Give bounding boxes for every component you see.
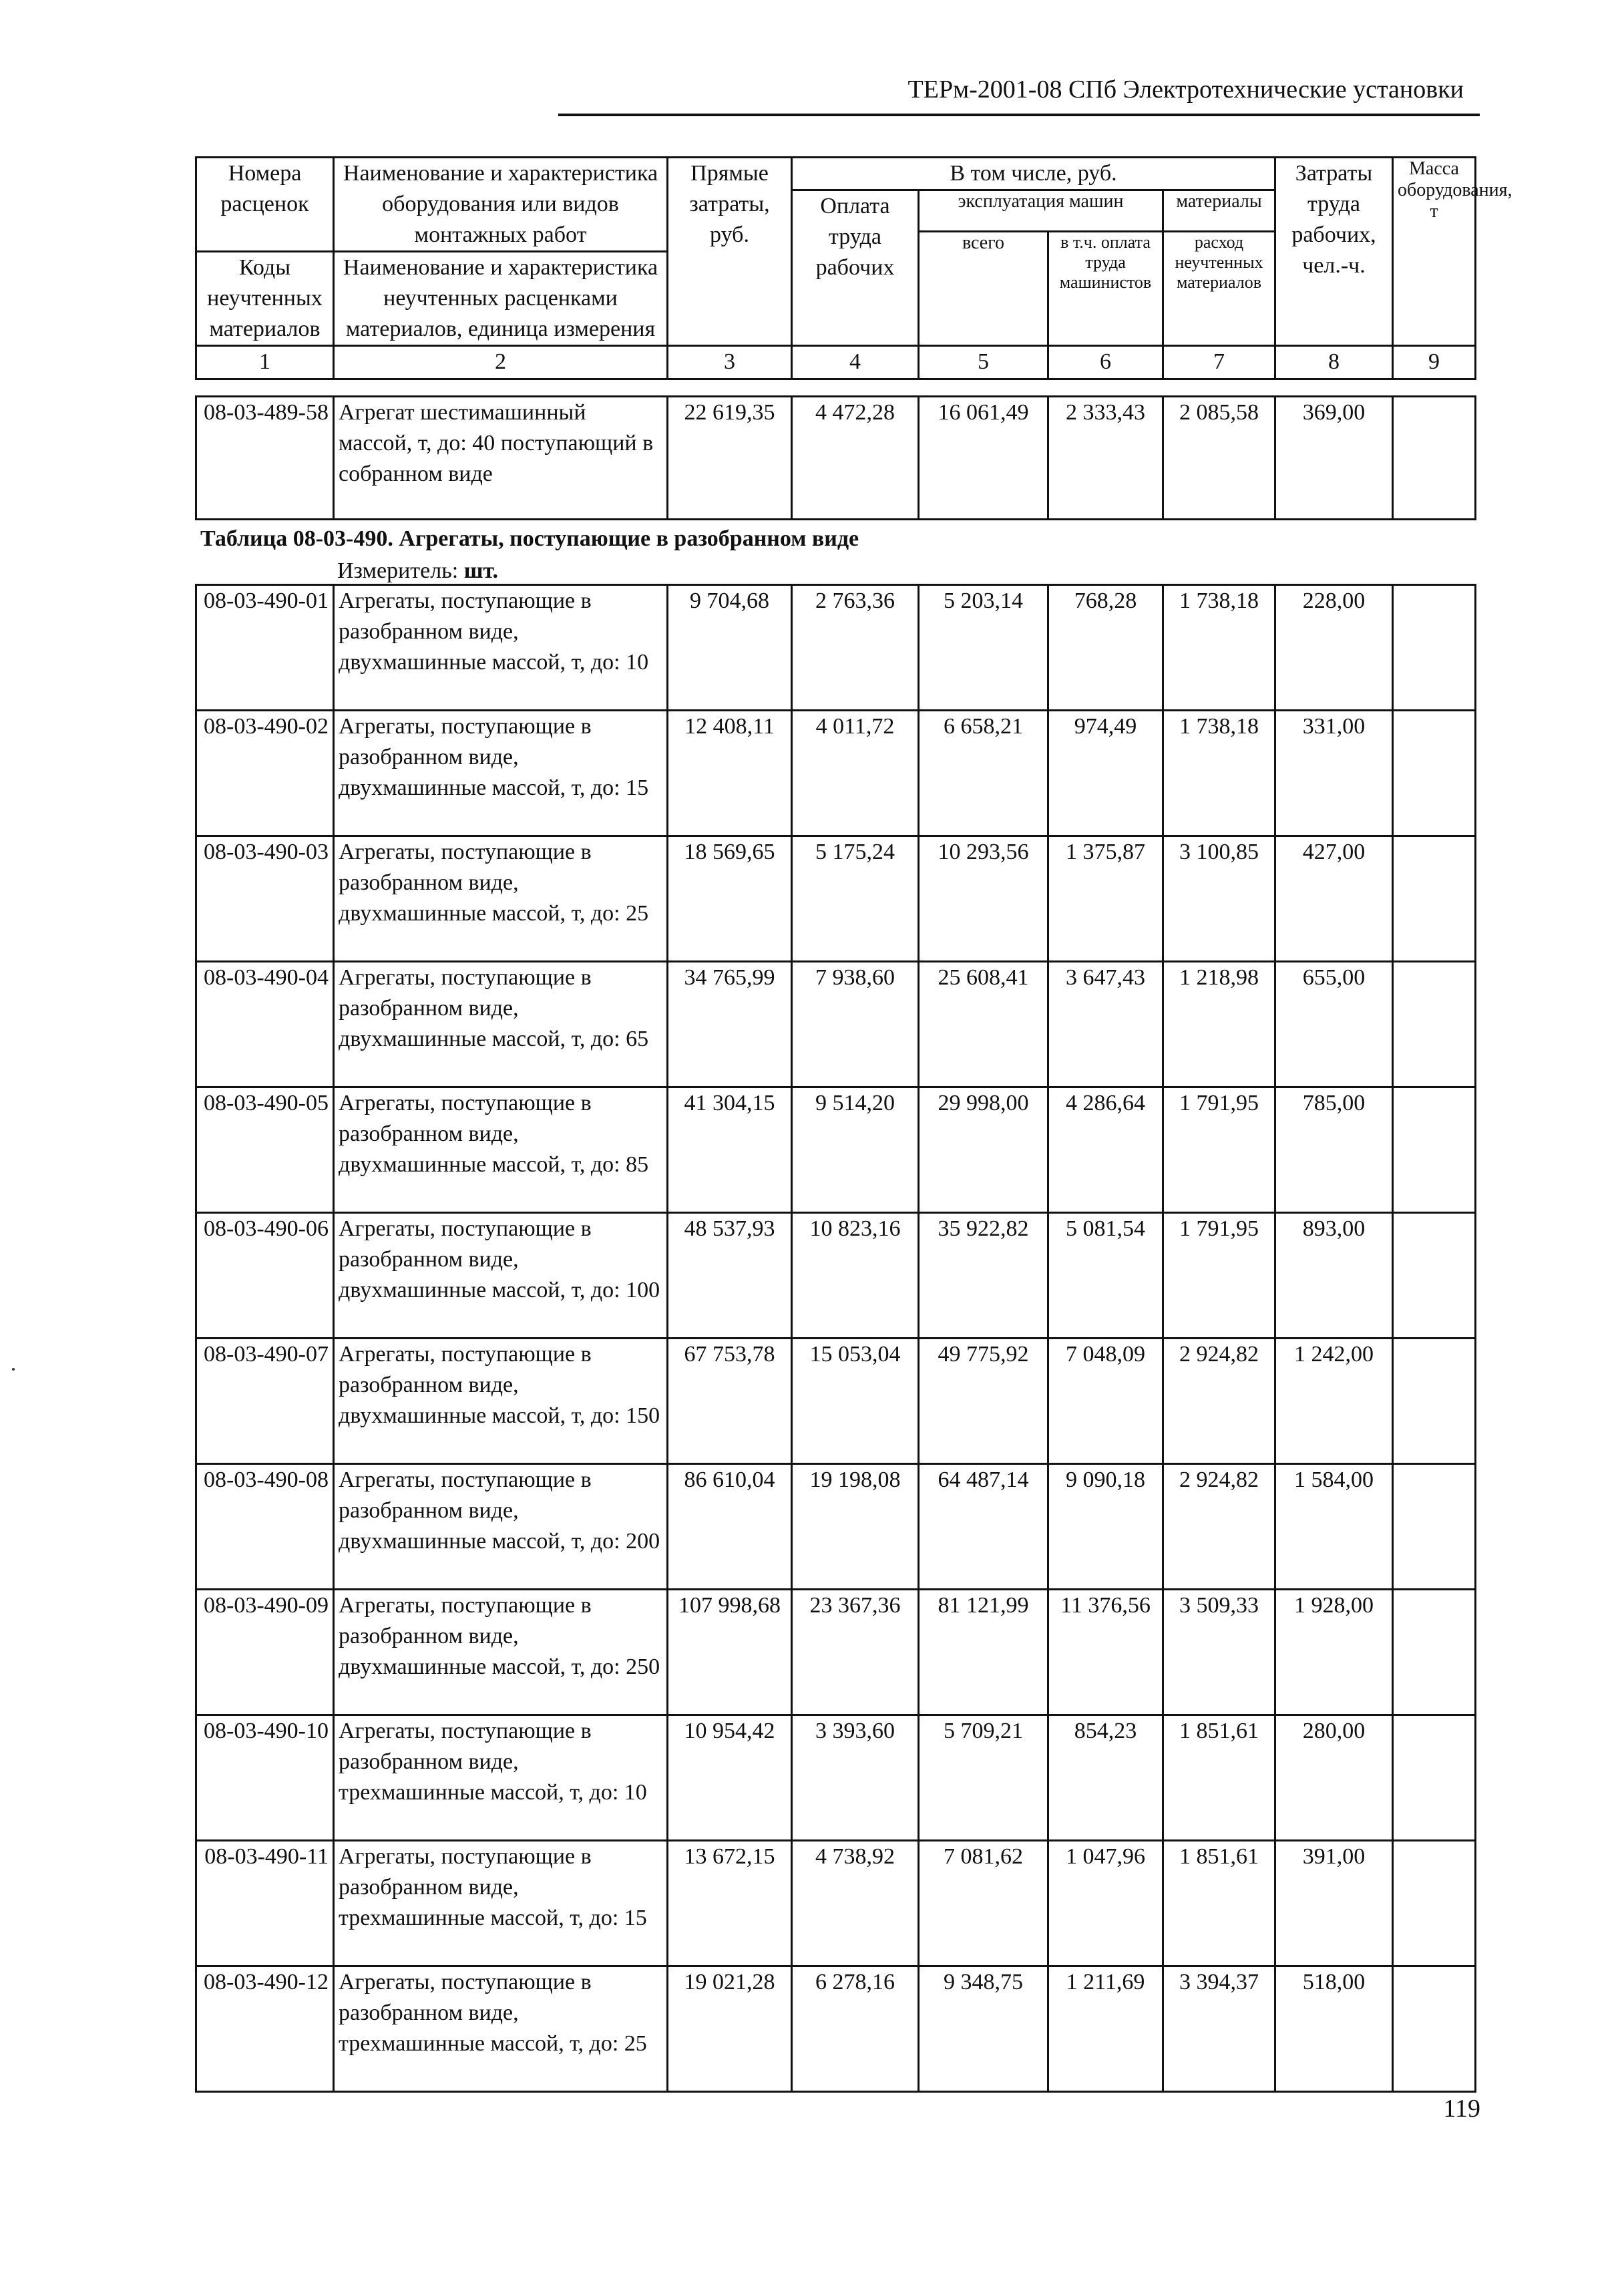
machines-total: 25 608,41 bbox=[919, 962, 1048, 1087]
header-material-names: Наименование и характеристика неучтенных расценками материалов, единица измерения bbox=[334, 252, 668, 346]
rate-code: 08-03-490-12 bbox=[196, 1966, 334, 2092]
rate-code: 08-03-490-08 bbox=[196, 1464, 334, 1590]
materials: 1 851,61 bbox=[1163, 1841, 1275, 1966]
equipment-mass bbox=[1393, 711, 1476, 836]
machines-total: 9 348,75 bbox=[919, 1966, 1048, 2092]
labor-pay: 4 011,72 bbox=[792, 711, 919, 836]
equipment-mass bbox=[1393, 585, 1476, 711]
col-number: 1 bbox=[196, 346, 334, 379]
labor-hours: 893,00 bbox=[1275, 1213, 1393, 1339]
machinists-pay: 854,23 bbox=[1048, 1715, 1163, 1841]
rate-name: Агрегаты, поступающие в разобранном виде, двухмашинные массой, т, до: 25 bbox=[334, 836, 668, 962]
materials: 1 218,98 bbox=[1163, 962, 1275, 1087]
direct-costs: 34 765,99 bbox=[668, 962, 792, 1087]
col-number: 4 bbox=[792, 346, 919, 379]
labor-hours: 280,00 bbox=[1275, 1715, 1393, 1841]
header-material-codes: Коды неучтенных материалов bbox=[196, 252, 334, 346]
labor-pay: 10 823,16 bbox=[792, 1213, 919, 1339]
materials: 3 100,85 bbox=[1163, 836, 1275, 962]
machines-total: 5 203,14 bbox=[919, 585, 1048, 711]
unit-of-measure bbox=[337, 558, 498, 584]
machinists-pay: 1 211,69 bbox=[1048, 1966, 1163, 2092]
direct-costs: 19 021,28 bbox=[668, 1966, 792, 2092]
first-row-table bbox=[195, 395, 1476, 520]
unit-label: Измеритель: bbox=[337, 558, 459, 583]
rate-name: Агрегаты, поступающие в разобранном виде, двухмашинные массой, т, до: 150 bbox=[334, 1339, 668, 1464]
machinists-pay: 1 047,96 bbox=[1048, 1841, 1163, 1966]
labor-pay: 7 938,60 bbox=[792, 962, 919, 1087]
labor-hours: 785,00 bbox=[1275, 1087, 1393, 1213]
materials: 2 085,58 bbox=[1163, 397, 1275, 520]
rate-name: Агрегаты, поступающие в разобранном виде, трехмашинные массой, т, до: 25 bbox=[334, 1966, 668, 2092]
machines-total: 7 081,62 bbox=[919, 1841, 1048, 1966]
materials: 2 924,82 bbox=[1163, 1464, 1275, 1590]
col-number: 3 bbox=[668, 346, 792, 379]
header-labor-pay: Оплата труда рабочих bbox=[792, 190, 919, 346]
rate-code: 08-03-490-01 bbox=[196, 585, 334, 711]
table-row bbox=[196, 1715, 1476, 1841]
header-machinists-pay: в т.ч. оплата труда машинистов bbox=[1048, 232, 1163, 346]
rate-name: Агрегат шестимашинный массой, т, до: 40 поступающий в собранном виде bbox=[334, 397, 668, 520]
table-caption: Таблица 08-03-490. Агрегаты, поступающие в разобранном виде bbox=[200, 526, 859, 551]
machines-total: 5 709,21 bbox=[919, 1715, 1048, 1841]
rate-code: 08-03-490-03 bbox=[196, 836, 334, 962]
direct-costs: 67 753,78 bbox=[668, 1339, 792, 1464]
header-including: В том числе, руб. bbox=[792, 158, 1275, 190]
table-row bbox=[196, 962, 1476, 1087]
machines-total: 16 061,49 bbox=[919, 397, 1048, 520]
materials: 1 851,61 bbox=[1163, 1715, 1275, 1841]
machinists-pay: 974,49 bbox=[1048, 711, 1163, 836]
col-number: 5 bbox=[919, 346, 1048, 379]
machinists-pay: 7 048,09 bbox=[1048, 1339, 1163, 1464]
table-row bbox=[196, 1339, 1476, 1464]
table-row bbox=[196, 711, 1476, 836]
equipment-mass bbox=[1393, 1087, 1476, 1213]
table-row bbox=[196, 1841, 1476, 1966]
col-number: 7 bbox=[1163, 346, 1275, 379]
running-header: ТЕРм-2001-08 СПб Электротехнические установки bbox=[907, 75, 1464, 104]
rate-code: 08-03-490-05 bbox=[196, 1087, 334, 1213]
direct-costs: 22 619,35 bbox=[668, 397, 792, 520]
direct-costs: 41 304,15 bbox=[668, 1087, 792, 1213]
table-row bbox=[196, 1966, 1476, 2092]
labor-pay: 4 738,92 bbox=[792, 1841, 919, 1966]
equipment-mass bbox=[1393, 397, 1476, 520]
machines-total: 35 922,82 bbox=[919, 1213, 1048, 1339]
equipment-mass bbox=[1393, 962, 1476, 1087]
direct-costs: 48 537,93 bbox=[668, 1213, 792, 1339]
equipment-mass bbox=[1393, 1590, 1476, 1715]
labor-pay: 5 175,24 bbox=[792, 836, 919, 962]
table-row bbox=[196, 585, 1476, 711]
rate-code: 08-03-490-11 bbox=[196, 1841, 334, 1966]
unit-value: шт. bbox=[463, 558, 499, 583]
labor-pay: 23 367,36 bbox=[792, 1590, 919, 1715]
rate-name: Агрегаты, поступающие в разобранном виде, двухмашинные массой, т, до: 65 bbox=[334, 962, 668, 1087]
direct-costs: 13 672,15 bbox=[668, 1841, 792, 1966]
header-equipment-mass: Масса оборудования, т bbox=[1393, 158, 1476, 346]
direct-costs: 86 610,04 bbox=[668, 1464, 792, 1590]
machinists-pay: 2 333,43 bbox=[1048, 397, 1163, 520]
equipment-mass bbox=[1393, 836, 1476, 962]
rate-code: 08-03-490-06 bbox=[196, 1213, 334, 1339]
labor-hours: 1 928,00 bbox=[1275, 1590, 1393, 1715]
machines-total: 29 998,00 bbox=[919, 1087, 1048, 1213]
direct-costs: 107 998,68 bbox=[668, 1590, 792, 1715]
machinists-pay: 4 286,64 bbox=[1048, 1087, 1163, 1213]
table-row bbox=[196, 836, 1476, 962]
materials: 1 791,95 bbox=[1163, 1213, 1275, 1339]
header-rate-number: Номера расценок bbox=[196, 158, 334, 252]
rate-name: Агрегаты, поступающие в разобранном виде, трехмашинные массой, т, до: 10 bbox=[334, 1715, 668, 1841]
labor-hours: 331,00 bbox=[1275, 711, 1393, 836]
materials: 2 924,82 bbox=[1163, 1339, 1275, 1464]
labor-hours: 1 584,00 bbox=[1275, 1464, 1393, 1590]
labor-hours: 369,00 bbox=[1275, 397, 1393, 520]
header-materials: материалы bbox=[1163, 190, 1275, 232]
equipment-mass bbox=[1393, 1213, 1476, 1339]
col-number: 6 bbox=[1048, 346, 1163, 379]
rate-code: 08-03-489-58 bbox=[196, 397, 334, 520]
table-row bbox=[196, 1464, 1476, 1590]
direct-costs: 10 954,42 bbox=[668, 1715, 792, 1841]
equipment-mass bbox=[1393, 1464, 1476, 1590]
table-row bbox=[196, 1213, 1476, 1339]
labor-pay: 2 763,36 bbox=[792, 585, 919, 711]
labor-hours: 1 242,00 bbox=[1275, 1339, 1393, 1464]
direct-costs: 12 408,11 bbox=[668, 711, 792, 836]
rate-name: Агрегаты, поступающие в разобранном виде, двухмашинные массой, т, до: 250 bbox=[334, 1590, 668, 1715]
rate-code: 08-03-490-02 bbox=[196, 711, 334, 836]
table-row bbox=[196, 1087, 1476, 1213]
header-rule bbox=[558, 114, 1480, 116]
scan-speck bbox=[12, 1368, 15, 1371]
equipment-mass bbox=[1393, 1339, 1476, 1464]
table-row bbox=[196, 1590, 1476, 1715]
rate-name: Агрегаты, поступающие в разобранном виде, двухмашинные массой, т, до: 15 bbox=[334, 711, 668, 836]
rate-code: 08-03-490-10 bbox=[196, 1715, 334, 1841]
machinists-pay: 5 081,54 bbox=[1048, 1213, 1163, 1339]
col-number: 9 bbox=[1393, 346, 1476, 379]
labor-hours: 518,00 bbox=[1275, 1966, 1393, 2092]
equipment-mass bbox=[1393, 1966, 1476, 2092]
labor-pay: 6 278,16 bbox=[792, 1966, 919, 2092]
col-number: 2 bbox=[334, 346, 668, 379]
labor-hours: 391,00 bbox=[1275, 1841, 1393, 1966]
column-header-table bbox=[195, 156, 1512, 380]
rate-code: 08-03-490-07 bbox=[196, 1339, 334, 1464]
materials: 1 738,18 bbox=[1163, 585, 1275, 711]
machinists-pay: 768,28 bbox=[1048, 585, 1163, 711]
labor-pay: 3 393,60 bbox=[792, 1715, 919, 1841]
machines-total: 81 121,99 bbox=[919, 1590, 1048, 1715]
labor-hours: 427,00 bbox=[1275, 836, 1393, 962]
rate-name: Агрегаты, поступающие в разобранном виде, двухмашинные массой, т, до: 100 bbox=[334, 1213, 668, 1339]
rate-name: Агрегаты, поступающие в разобранном виде, двухмашинные массой, т, до: 10 bbox=[334, 585, 668, 711]
labor-pay: 19 198,08 bbox=[792, 1464, 919, 1590]
machines-total: 49 775,92 bbox=[919, 1339, 1048, 1464]
machinists-pay: 3 647,43 bbox=[1048, 962, 1163, 1087]
rate-code: 08-03-490-09 bbox=[196, 1590, 334, 1715]
labor-pay: 9 514,20 bbox=[792, 1087, 919, 1213]
labor-pay: 4 472,28 bbox=[792, 397, 919, 520]
header-labor-hours: Затраты труда рабочих, чел.-ч. bbox=[1275, 158, 1393, 346]
rate-name: Агрегаты, поступающие в разобранном виде, трехмашинные массой, т, до: 15 bbox=[334, 1841, 668, 1966]
rate-name: Агрегаты, поступающие в разобранном виде, двухмашинные массой, т, до: 200 bbox=[334, 1464, 668, 1590]
labor-hours: 228,00 bbox=[1275, 585, 1393, 711]
materials: 3 509,33 bbox=[1163, 1590, 1275, 1715]
col-number: 8 bbox=[1275, 346, 1393, 379]
machinists-pay: 9 090,18 bbox=[1048, 1464, 1163, 1590]
materials: 3 394,37 bbox=[1163, 1966, 1275, 2092]
header-machines-total: всего bbox=[919, 232, 1048, 346]
table-row bbox=[196, 397, 1476, 520]
equipment-mass bbox=[1393, 1715, 1476, 1841]
direct-costs: 9 704,68 bbox=[668, 585, 792, 711]
labor-hours: 655,00 bbox=[1275, 962, 1393, 1087]
page-number: 119 bbox=[1443, 2095, 1480, 2123]
materials: 1 738,18 bbox=[1163, 711, 1275, 836]
header-direct-costs: Прямые затраты, руб. bbox=[668, 158, 792, 346]
labor-pay: 15 053,04 bbox=[792, 1339, 919, 1464]
machines-total: 10 293,56 bbox=[919, 836, 1048, 962]
equipment-mass bbox=[1393, 1841, 1476, 1966]
machinists-pay: 11 376,56 bbox=[1048, 1590, 1163, 1715]
rate-code: 08-03-490-04 bbox=[196, 962, 334, 1087]
header-machines: эксплуатация машин bbox=[919, 190, 1163, 232]
header-work-name: Наименование и характеристика оборудования или видов монтажных работ bbox=[334, 158, 668, 252]
header-unaccounted-materials: расход неучтенных материалов bbox=[1163, 232, 1275, 346]
rates-table bbox=[195, 584, 1476, 2093]
rate-name: Агрегаты, поступающие в разобранном виде, двухмашинные массой, т, до: 85 bbox=[334, 1087, 668, 1213]
direct-costs: 18 569,65 bbox=[668, 836, 792, 962]
machines-total: 6 658,21 bbox=[919, 711, 1048, 836]
machinists-pay: 1 375,87 bbox=[1048, 836, 1163, 962]
machines-total: 64 487,14 bbox=[919, 1464, 1048, 1590]
materials: 1 791,95 bbox=[1163, 1087, 1275, 1213]
